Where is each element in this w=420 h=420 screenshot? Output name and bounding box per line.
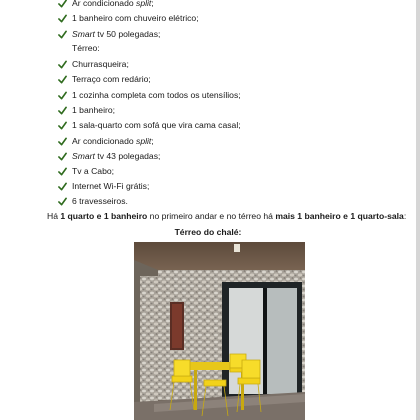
list-item: 1 banheiro;: [58, 103, 115, 117]
list-item: Smart tv 43 polegadas;: [58, 149, 160, 163]
ground-floor-heading: Térreo:: [72, 43, 100, 53]
list-item: Internet Wi-Fi grátis;: [58, 179, 149, 193]
checkmark-icon: [58, 14, 72, 23]
chalet-ground-floor-photo: [134, 242, 305, 420]
list-item: Ar condicionado split;: [58, 0, 154, 10]
checkmark-icon: [58, 75, 72, 84]
checkmark-icon: [58, 152, 72, 161]
list-item: 6 travesseiros.: [58, 194, 128, 208]
list-item: Smart tv 50 polegadas;: [58, 27, 160, 41]
summary-paragraph: Há 1 quarto e 1 banheiro no primeiro andar e no térreo há mais 1 banheiro e 1 quarto-sala:: [47, 211, 407, 221]
list-item: 1 cozinha completa com todos os utensílios;: [58, 88, 241, 102]
checkmark-icon: [58, 137, 72, 146]
checkmark-icon: [58, 60, 72, 69]
list-item: Terraço com redário;: [58, 72, 151, 86]
checkmark-icon: [58, 121, 72, 130]
list-item: Churrasqueira;: [58, 57, 129, 71]
list-item: 1 banheiro com chuveiro elétrico;: [58, 11, 199, 25]
scrollbar[interactable]: [416, 0, 420, 420]
checkmark-icon: [58, 91, 72, 100]
list-item: Tv a Cabo;: [58, 164, 114, 178]
checkmark-icon: [58, 197, 72, 206]
list-item: Ar condicionado split;: [58, 134, 154, 148]
checkmark-icon: [58, 30, 72, 39]
checkmark-icon: [58, 182, 72, 191]
checkmark-icon: [58, 167, 72, 176]
photo-caption: Térreo do chalé:: [174, 227, 242, 237]
checkmark-icon: [58, 106, 72, 115]
list-item: 1 sala-quarto com sofá que vira cama casal;: [58, 118, 241, 132]
checkmark-icon: [58, 0, 72, 8]
